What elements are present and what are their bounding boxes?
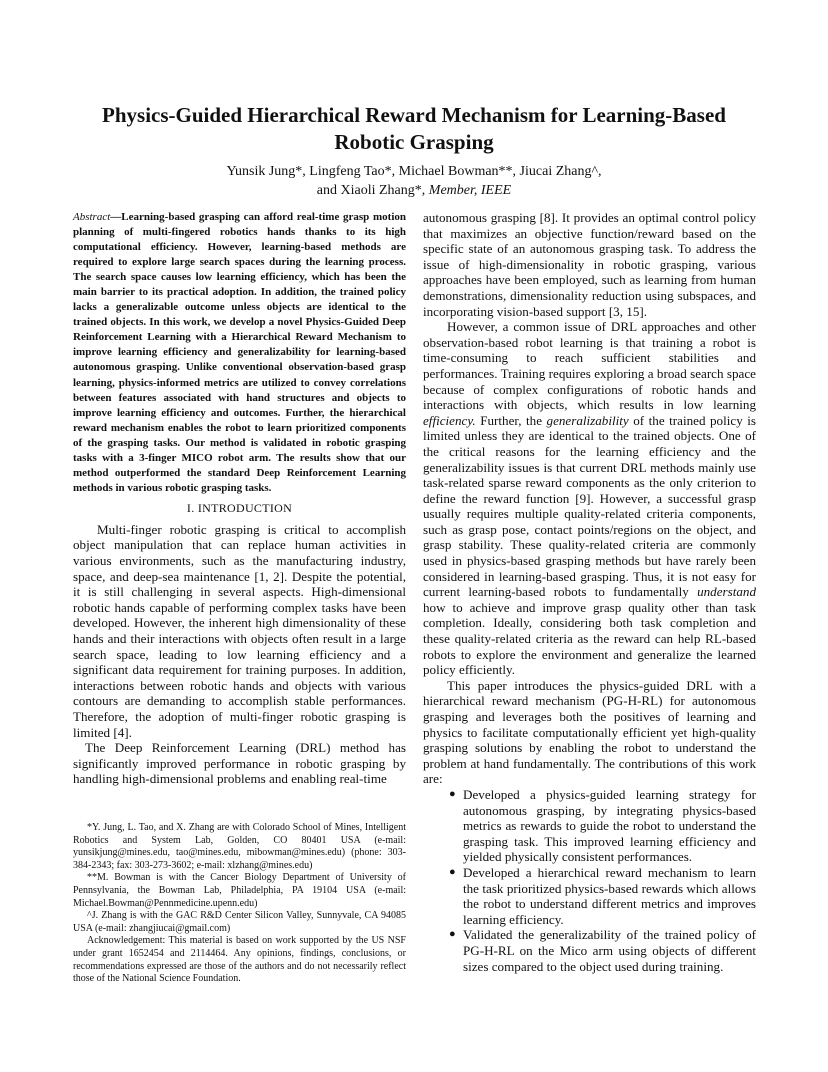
left-column [73,210,406,787]
contribution-item [449,786,756,865]
emphasis-efficiency: efficiency. [423,412,476,428]
intro-paragraph-2: The Deep Reinforcement Learning (DRL) method has significantly improved performance in robotic grasping by handling high-dimensional problems and enabling real-time [73,740,406,787]
footnote-acknowledgement: Acknowledgement: This material is based on work supported by the US NSF under grant 1652454 and 2114464. Any opinions, findings, conclusions, or recommendations expressed are those of the authors and do not necessarily reflect those of the National Science Foundation. [73,935,406,985]
bullet-icon: ● [449,865,456,878]
right-paragraph-1: autonomous grasping [8]. It provides an optimal control policy that maximizes an objective function/reward based on the specific state of an autonomous grasping task. To address the issue of high-dimensionality in robotic grasping, various approaches have been employed, such as learning from human demonstrations, dimensionality reduction using subspaces, and incorporating vision-based support [3, 15]. [423,210,756,319]
bullet-icon: ● [449,787,456,800]
section-heading-introduction: I. INTRODUCTION [186,500,293,515]
contributions-list [423,787,756,974]
abstract-text: —Learning-based grasping can afford real-time grasp motion planning of multi-fingered robotics hands thanks to its high computational efficiency. However, learning-based methods are required to explore large search spaces during the learning process. The search space causes low learning efficiency, which has been the main barrier to its practical adoption. In addition, the trained policy lacks a generalizable outcome unless objects are identical to the trained objects. In this work, we develop a novel Physics-Guided Deep Reinforcement Learning with a Hierarchical Reward Mechanism to improve learning efficiency and generalizability for learning-based autonomous grasping. Unlike conventional observation-based grasp learning, physics-informed metrics are utilized to convey correlations between features associated with hand structures and objects to improve learning efficiency and outcomes. Further, the hierarchical reward mechanism enables the robot to learn prioritized components of the grasping tasks. Our method is validated in robotic grasping tasks with a 3-finger MICO robot arm. The results show that our method outperformed the standard Deep Reinforcement Learning methods in various robotic grasping tasks. [73,211,406,494]
author-line-2 [80,181,748,200]
contribution-text: Developed a hierarchical reward mechanism to learn the task prioritized physics-based rewards which allows the robot to understand different metrics and improves learning efficiency. [463,864,756,927]
footnote-affiliation-upenn: **M. Bowman is with the Cancer Biology Department of University of Pennsylvania, the Bowman Lab, Philadelphia, PA 19104 USA (e-mail: Michael.Bowman@Pennmedicine.upenn.edu) [73,872,406,909]
contribution-item [449,864,756,927]
emphasis-understand: understand [697,584,756,600]
abstract [73,210,406,496]
right-p2-part-d: how to achieve and improve grasp quality other than task completion. Ideally, considering both task completion and these quality-related criteria as the reward can help RL-based robots to explore the environment and generalize the learned policy efficiently. [423,599,756,678]
bullet-icon: ● [449,928,456,941]
right-paragraph-2 [423,319,756,678]
footnotes [73,822,406,986]
author-member-note: Member, IEEE [428,183,512,198]
footnote-affiliation-mines: *Y. Jung, L. Tao, and X. Zhang are with Colorado School of Mines, Intelligent Robotics and System Lab, Golden, CO 80401 USA (e-mail: yunsikjung@mines.edu, tao@mines.edu, mibowman@mines.edu) (phone: 303-384-2343; fax: 303-273-3602; e-mail: xlzhang@mines.edu) [73,822,406,871]
footnote-affiliation-gac: ^J. Zhang is with the GAC R&D Center Silicon Valley, Sunnyvale, CA 94085 USA (e-mail: zhangjiucai@gmail.com) [73,910,406,934]
right-paragraph-3: This paper introduces the physics-guided DRL with a hierarchical reward mechanism (PG-H-RL) for autonomous grasping and leverages both the positives of learning and physics to facilitate computationally efficient yet high-quality grasping solutions by enabling the robot to understand the problem at hand fundamentally. The contributions of this work are: [423,677,756,787]
abstract-label: Abstract [73,211,111,223]
intro-paragraph-1: Multi-finger robotic grasping is critical to accomplish object manipulation that can replace human activities in various environments, such as the manufacturing industry, space, and deep-sea maintenance [1, 2]. Despite the potential, it is still challenging in several aspects. High-dimensional robotic hands capable of performing complex tasks have been developed. However, the inherent high dimensionality of these hands and their interactions with objects often result in a large search space, leading to low learning efficiency and a significant data requirement for training purposes. In addition, interactions between robotic hands and objects with various contours are demanding to accomplish stable performances. Therefore, the adoption of multi-finger robotic grasping is limited [4]. [73,521,406,740]
contribution-text: Validated the generalizability of the trained policy of PG-H-RL on the Mico arm using objects of different sizes compared to the object used during training. [463,927,756,974]
right-p2-part-a: However, a common issue of DRL approaches and other observation-based robot learning is that training a robot is time-consuming to reach sufficient stabilities and performances. Training requires exploring a broad search space because of complex configurations of robotic hands and interactions with objects, which results in low learning [423,319,756,413]
contribution-item [449,927,756,974]
contribution-text: Developed a physics-guided learning strategy for autonomous grasping, by integrating physics-based metrics as rewards to guide the robot to understand the grasping task. This improved learning efficiency and yielded physically consistent performances. [463,786,756,865]
right-p2-part-c: of the trained policy is limited unless they are identical to the trained objects. One of the critical reasons for the learning efficiency and the generalizability issues is that current DRL methods mainly use task-related sparse reward components as the only criterion to define the reward function [9]. However, a successful grasp usually requires multiple quality-related criteria components, such as grasp pose, contact points/regions on the object, and grasp stability. These quality-related criteria are commonly used in physics-based grasping methods but have rarely been considered in learning-based grasping. Thus, it is not easy for current learning-based robots to fundamentally [423,412,756,600]
right-p2-part-b: Further, the [475,412,547,428]
paper-title: Physics-Guided Hierarchical Reward Mechanism for Learning-Based Robotic Grasping [102,103,726,154]
author-line-2-names: and Xiaoli Zhang*, [316,183,429,198]
author-list [80,162,748,200]
author-line-1: Yunsik Jung*, Lingfeng Tao*, Michael Bowman**, Jiucai Zhang^, [226,164,602,179]
right-column [423,210,756,974]
emphasis-generalizability: generalizability [546,412,629,428]
